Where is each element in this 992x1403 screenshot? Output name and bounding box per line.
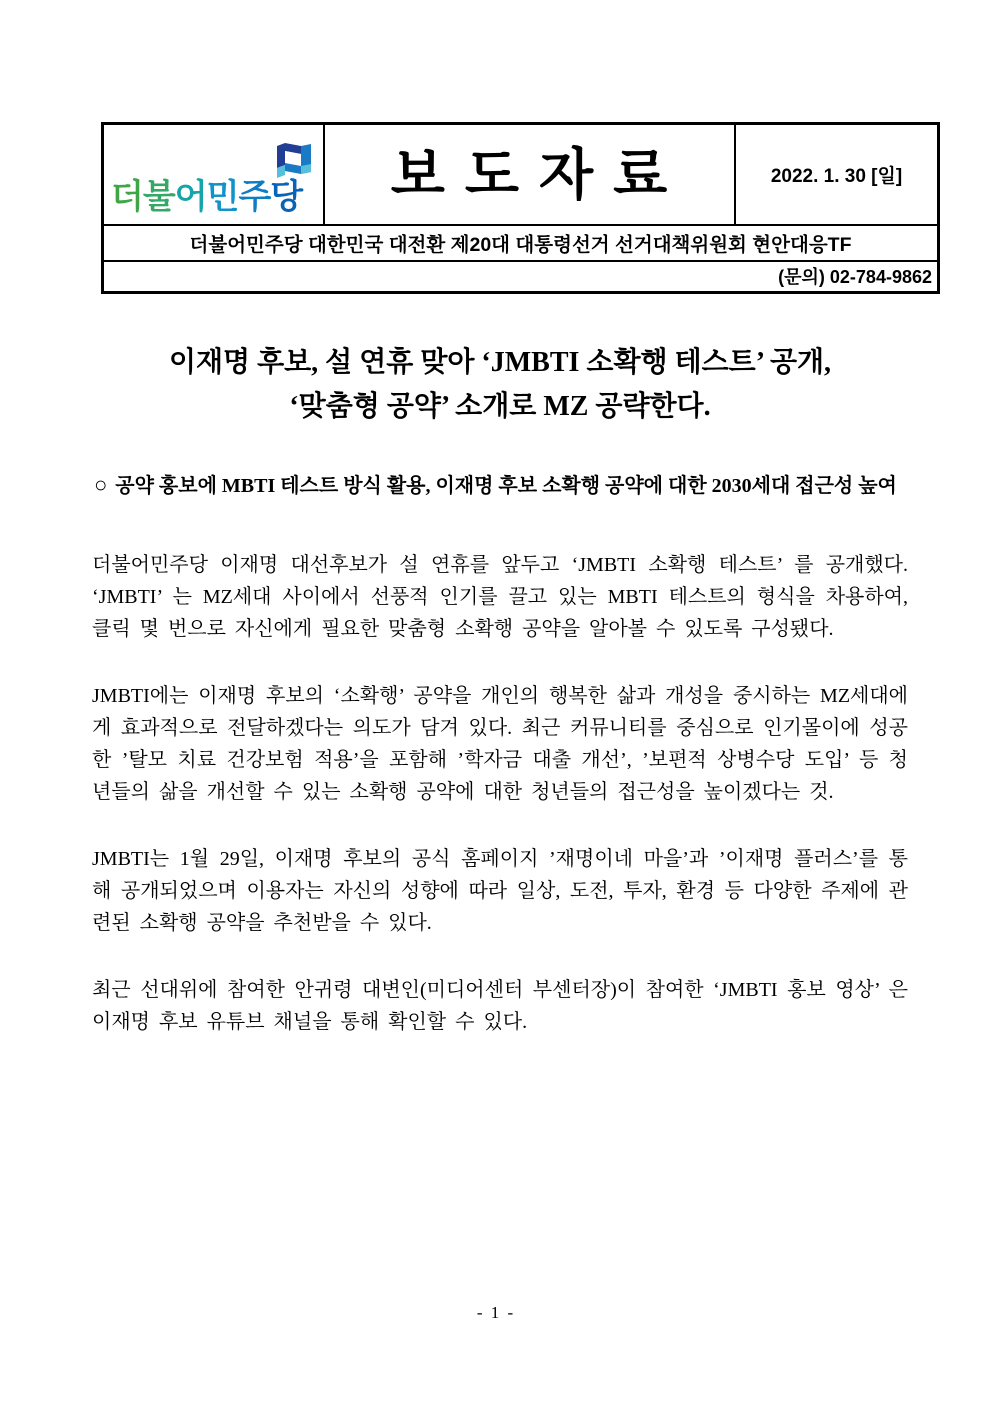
logo-char: 민 — [206, 178, 239, 216]
header-table — [101, 122, 940, 294]
paragraph-3: JMBTI는 1월 29일, 이재명 후보의 공식 홈페이지 ’재명이네 마을’과 ’이재명 플러스’를 통해 공개되었으며 이용자는 자신의 성향에 따라 일상, 도전, 투자, 환경 등 다양한 주제에 관련된 소확행 공약을 추천받을 수 있다. — [92, 848, 908, 934]
party-logo — [105, 126, 322, 223]
subheadline — [94, 470, 906, 501]
paragraph-1: 더불어민주당 이재명 대선후보가 설 연휴를 앞두고 ‘JMBTI 소확행 테스트’ 를 공개했다. ‘JMBTI’ 는 MZ세대 사이에서 선풍적 인기를 끌고 있는 MBTI 테스트의 형식을 차용하여, 클릭 몇 번으로 자신에게 필요한 맞춤형 소확행 공약을 알아볼 수 있도록 구성됐다. — [92, 554, 908, 640]
logo-char: 더 — [111, 178, 143, 216]
committee-line: 더불어민주당 대한민국 대전환 제20대 대통령선거 선거대책위원회 현안대응TF — [103, 225, 939, 261]
circle-bullet-icon: ○ — [94, 472, 108, 497]
party-logo-text — [111, 180, 302, 214]
doc-type-title: 보도자료 — [324, 124, 735, 226]
page-number: - 1 - — [476, 1303, 516, 1322]
article-body — [92, 549, 908, 1073]
headline — [92, 341, 908, 429]
subheadline-text: 공약 홍보에 MBTI 테스트 방식 활용, 이재명 후보 소확행 공약에 대한 2030세대 접근성 높여 — [115, 475, 897, 497]
headline-line-2: ‘맞춤형 공약’ 소개로 MZ 공략한다. — [289, 391, 711, 422]
paragraph-2: JMBTI에는 이재명 후보의 ‘소확행’ 공약을 개인의 행복한 삶과 개성을 중시하는 MZ세대에게 효과적으로 전달하겠다는 의도가 담겨 있다. 최근 커뮤니티를 중심으로 인기몰이에 성공한 ’탈모 치료 건강보험 적용’을 포함해 ’학자금 대출 개선’, ’보편적 상병수당 도입’ 등 청년들의 삶을 개선할 수 있는 소확행 공약에 대한 청년들의 접근성을 높이겠다는 것. — [92, 685, 908, 803]
logo-char: 주 — [238, 178, 271, 216]
logo-char: 불 — [142, 178, 175, 216]
headline-line-1: 이재명 후보, 설 연휴 맞아 ‘JMBTI 소확행 테스트’ 공개, — [168, 347, 832, 378]
contact-line: (문의) 02-784-9862 — [103, 261, 939, 292]
logo-char: 당 — [270, 178, 303, 216]
logo-char: 어 — [174, 178, 207, 216]
logo-cell — [103, 124, 325, 226]
party-flag-icon — [277, 138, 311, 178]
paragraph-4: 최근 선대위에 참여한 안귀령 대변인(미디어센터 부센터장)이 참여한 ‘JMBTI 홍보 영상’ 은 이재명 후보 유튜브 채널을 통해 확인할 수 있다. — [92, 979, 908, 1033]
release-date: 2022. 1. 30 [일] — [735, 124, 939, 226]
